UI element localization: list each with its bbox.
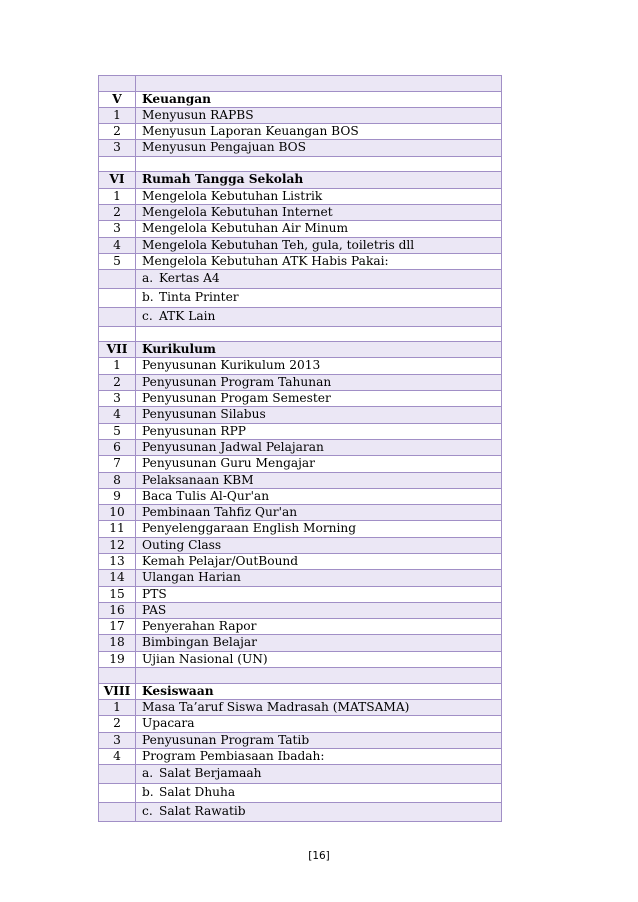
item-number: 3 [99,391,136,407]
sub-item-row [99,307,502,326]
item-number: 12 [99,537,136,553]
sub-item-row [99,270,502,289]
item-text: PTS [136,586,502,602]
item-number: 3 [99,140,136,156]
item-number: 2 [99,124,136,140]
item-text: Menyusun Pengajuan BOS [136,140,502,156]
row-text-cell [136,326,502,342]
item-text: Penyusunan Kurikulum 2013 [136,358,502,374]
table-row [99,570,502,586]
item-text: Kemah Pelajar/OutBound [136,554,502,570]
item-text: Mengelola Kebutuhan Air Minum [136,221,502,237]
item-number: 13 [99,554,136,570]
table-row [99,619,502,635]
item-text: Pelaksanaan KBM [136,472,502,488]
item-number: 2 [99,204,136,220]
table-row [99,423,502,439]
item-number: 4 [99,407,136,423]
table-row [99,391,502,407]
sub-item-cell [136,783,502,802]
item-text: Penyusunan Guru Mengajar [136,456,502,472]
section-number: VIII [99,683,136,699]
section-header-row [99,172,502,188]
table-row [99,554,502,570]
row-text-cell [136,156,502,172]
item-number: 5 [99,423,136,439]
sub-item-cell [136,307,502,326]
sub-item-letter: b. [142,289,154,304]
item-text: Outing Class [136,537,502,553]
table-row [99,521,502,537]
row-number-cell [99,783,136,802]
table-row [99,472,502,488]
item-text: Penyusunan Program Tahunan [136,374,502,390]
sub-item-text: ATK Lain [159,308,216,323]
table-row [99,748,502,764]
item-text: Penyusunan RPP [136,423,502,439]
item-text: Upacara [136,716,502,732]
item-number: 6 [99,439,136,455]
row-number-cell [99,765,136,784]
item-number: 15 [99,586,136,602]
activity-table [98,75,502,822]
spacer-row [99,326,502,342]
row-number-cell [99,288,136,307]
item-number: 2 [99,374,136,390]
item-text: Menyusun RAPBS [136,107,502,123]
table-row [99,635,502,651]
sub-item-cell [136,270,502,289]
sub-item-letter: b. [142,784,154,799]
activity-table-body [99,76,502,822]
item-text: Menyusun Laporan Keuangan BOS [136,124,502,140]
table-row [99,651,502,667]
sub-item-cell [136,765,502,784]
table-row [99,699,502,715]
row-number-cell [99,326,136,342]
item-number: 14 [99,570,136,586]
item-text: Penyusunan Program Tatib [136,732,502,748]
sub-item-text: Salat Rawatib [159,803,246,818]
item-text: Bimbingan Belajar [136,635,502,651]
item-number: 8 [99,472,136,488]
row-text-cell [136,76,502,92]
section-number: V [99,91,136,107]
row-number-cell [99,802,136,821]
item-number: 1 [99,358,136,374]
item-number: 11 [99,521,136,537]
row-number-cell [99,156,136,172]
sub-item-cell [136,802,502,821]
sub-item-row [99,765,502,784]
item-text: Penyelenggaraan English Morning [136,521,502,537]
item-number: 7 [99,456,136,472]
section-title: Keuangan [136,91,502,107]
row-number-cell [99,668,136,684]
item-text: Penyerahan Rapor [136,619,502,635]
item-number: 10 [99,505,136,521]
sub-item-letter: a. [142,766,154,781]
item-text: Penyusunan Jadwal Pelajaran [136,439,502,455]
sub-item-text: Salat Berjamaah [159,766,262,781]
table-row [99,374,502,390]
item-text: Mengelola Kebutuhan Teh, gula, toiletris dll [136,237,502,253]
table-row [99,602,502,618]
item-number: 9 [99,488,136,504]
item-text: Masa Ta’aruf Siswa Madrasah (MATSAMA) [136,699,502,715]
table-row [99,505,502,521]
table-row [99,204,502,220]
item-number: 2 [99,716,136,732]
item-text: Mengelola Kebutuhan Internet [136,204,502,220]
table-row [99,488,502,504]
row-number-cell [99,307,136,326]
sub-item-row [99,783,502,802]
item-text: Baca Tulis Al-Qur'an [136,488,502,504]
item-number: 1 [99,699,136,715]
row-number-cell [99,270,136,289]
item-text: Penyusunan Progam Semester [136,391,502,407]
section-header-row [99,683,502,699]
row-text-cell [136,668,502,684]
sub-item-text: Tinta Printer [159,289,239,304]
table-row [99,456,502,472]
section-title: Rumah Tangga Sekolah [136,172,502,188]
page-number: [16] [308,850,330,862]
item-number: 1 [99,188,136,204]
sub-item-letter: a. [142,271,154,286]
section-number: VI [99,172,136,188]
item-number: 3 [99,732,136,748]
sub-item-cell [136,288,502,307]
sub-item-text: Salat Dhuha [159,784,236,799]
item-number: 19 [99,651,136,667]
table-row [99,188,502,204]
sub-item-text: Kertas A4 [159,271,220,286]
table-row [99,716,502,732]
item-number: 4 [99,748,136,764]
spacer-row [99,156,502,172]
section-title: Kesiswaan [136,683,502,699]
item-text: Ulangan Harian [136,570,502,586]
item-text: Program Pembiasaan Ibadah: [136,748,502,764]
sub-item-letter: c. [142,803,153,818]
item-text: Ujian Nasional (UN) [136,651,502,667]
spacer-row [99,668,502,684]
table-row [99,732,502,748]
item-text: Mengelola Kebutuhan ATK Habis Pakai: [136,253,502,269]
table-row [99,407,502,423]
table-row [99,253,502,269]
item-text: Mengelola Kebutuhan Listrik [136,188,502,204]
sub-item-row [99,288,502,307]
item-number: 17 [99,619,136,635]
section-header-row [99,91,502,107]
item-number: 18 [99,635,136,651]
section-number: VII [99,342,136,358]
item-number: 4 [99,237,136,253]
table-row [99,537,502,553]
table-row [99,124,502,140]
table-row [99,140,502,156]
table-row [99,586,502,602]
sub-item-letter: c. [142,308,153,323]
item-number: 3 [99,221,136,237]
item-text: Penyusunan Silabus [136,407,502,423]
sub-item-row [99,802,502,821]
item-number: 1 [99,107,136,123]
table-row [99,439,502,455]
section-header-row [99,342,502,358]
spacer-row [99,76,502,92]
table-row [99,358,502,374]
table-row [99,107,502,123]
item-number: 16 [99,602,136,618]
table-row [99,237,502,253]
item-text: PAS [136,602,502,618]
table-row [99,221,502,237]
row-number-cell [99,76,136,92]
item-number: 5 [99,253,136,269]
item-text: Pembinaan Tahfiz Qur'an [136,505,502,521]
section-title: Kurikulum [136,342,502,358]
